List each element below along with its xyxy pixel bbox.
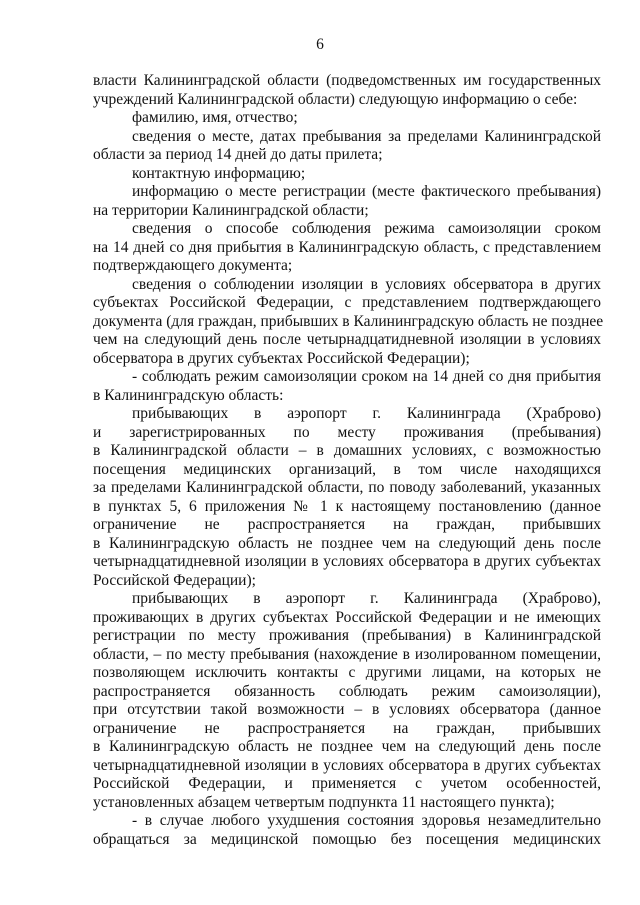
text-line: в Калининградскую область не позднее чем на следующий день после [93, 738, 601, 755]
text-line: регистрации по месту проживания (пребывания) в Калининградской [93, 627, 601, 644]
text-line: в пунктах 5, 6 приложения № 1 к настоящему постановлению (данное [93, 497, 601, 515]
text-line: за пределами Калининградской области, по поводу заболеваний, указанных [93, 479, 601, 496]
text-line: контактную информацию; [132, 164, 306, 182]
text-line: документа (для граждан, прибывших в Калининградскую область не позднее [93, 312, 604, 330]
page-number: 6 [316, 36, 324, 53]
text-line: четырнадцатидневной изоляции в условиях обсерватора в других субъектах [93, 756, 601, 774]
text-line: прибывающих в аэропорт г. Калининграда (Храброво), [132, 590, 601, 607]
text-line: и зарегистрированных по месту проживания (пребывания) [93, 423, 601, 441]
text-line: фамилию, имя, отчество; [132, 109, 298, 126]
text-line: субъектах Российской Федерации, с представлением подтверждающего [93, 294, 601, 311]
text-line: - соблюдать режим самоизоляции сроком на 14 дней со дня прибытия [132, 368, 601, 385]
text-line: сведения о месте, датах пребывания за пределами Калининградской [132, 127, 601, 145]
text-line: обращаться за медицинской помощью без посещения медицинских [93, 830, 601, 848]
document-body [93, 72, 604, 849]
text-line: - в случае любого ухудшения состояния здоровья незамедлительно [132, 812, 601, 829]
text-line: в Калининградскую область: [93, 386, 284, 404]
text-line: на территории Калининградской области; [93, 201, 369, 219]
text-line: установленных абзацем четвертым подпункта 11 настоящего пункта); [93, 793, 555, 811]
text-line: области за период 14 дней до даты прилета; [93, 146, 383, 163]
text-line: ограничение не распространяется на граждан, прибывших [93, 516, 601, 533]
text-line: ограничение не распространяется на граждан, прибывших [93, 719, 601, 737]
text-line: области, – по месту пребывания (нахождение в изолированном помещении, [93, 645, 601, 663]
text-line: информацию о месте регистрации (месте фактического пребывания) [132, 183, 601, 200]
text-line: распространяется обязанность соблюдать режим самоизоляции), [93, 682, 601, 700]
text-line: Российской Федерации, и применяется с учетом особенностей, [93, 775, 601, 792]
text-line: проживающих в других субъектах Российской Федерации и не имеющих [93, 608, 601, 626]
text-line: власти Калининградской области (подведомственных им государственных [93, 72, 601, 89]
text-line: в Калининградской области – в домашних условиях, с возможностью [93, 442, 601, 459]
text-line: позволяющем исключить контакты с другими лицами, на которых не [93, 664, 601, 681]
text-line: сведения о соблюдении изоляции в условиях обсерватора в других [132, 275, 601, 293]
text-line: прибывающих в аэропорт г. Калининграда (Храброво) [132, 405, 601, 422]
text-line: Российской Федерации); [93, 571, 256, 589]
text-line: обсерватора в других субъектах Российской Федерации); [93, 349, 470, 367]
text-line: учреждений Калининградской области) следующую информацию о себе: [93, 90, 578, 108]
text-line: при отсутствии такой возможности – в условиях обсерватора (данное [93, 701, 601, 718]
text-line: на 14 дней со дня прибытия в Калининградскую область, с представлением [93, 238, 601, 256]
text-line: в Калининградскую область не позднее чем на следующий день после [93, 534, 601, 552]
text-line: подтверждающего документа; [93, 257, 293, 274]
text-line: посещения медицинских организаций, в том числе находящихся [93, 460, 601, 478]
text-line: сведения о способе соблюдения режима самоизоляции сроком [132, 220, 601, 237]
text-line: чем на следующий день после четырнадцатидневной изоляции в условиях [93, 331, 601, 348]
text-line: четырнадцатидневной изоляции в условиях обсерватора в других субъектах [93, 553, 601, 570]
